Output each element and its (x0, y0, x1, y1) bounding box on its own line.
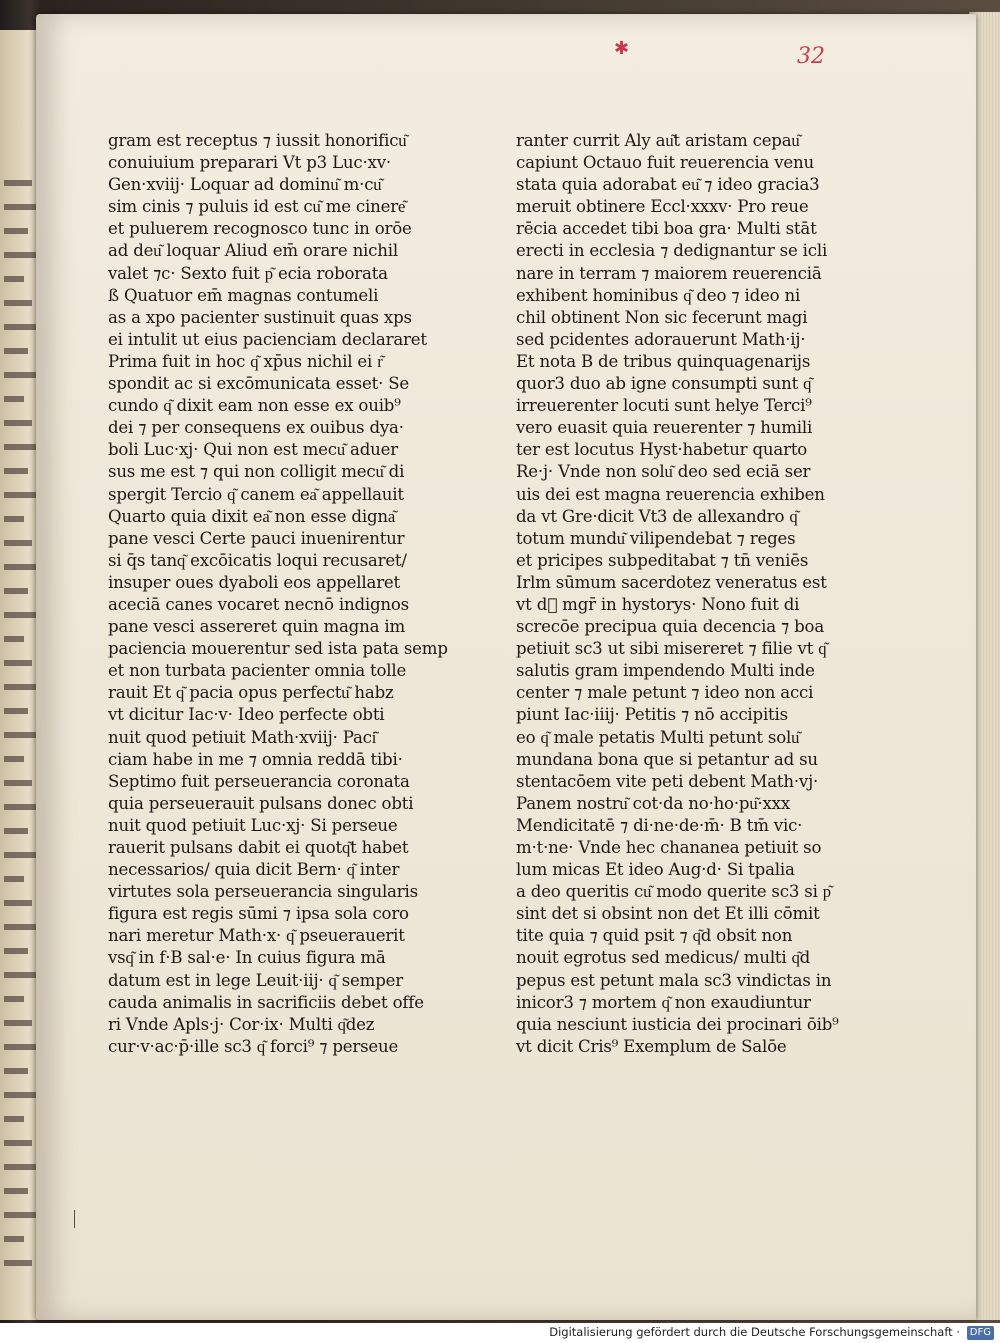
left-text-column (108, 130, 468, 1058)
text-line: figura est regis sūmi ⁊ ipsa sola coro (108, 904, 409, 924)
text-line: vt dicit Cris⁹ Exemplum de Salōe (516, 1036, 787, 1056)
text-line: stentacōem vite peti debent Math·vj· (516, 771, 819, 791)
text-line: nuit quod petiuit Luc·xj· Si perseue (108, 815, 398, 835)
text-line: cur·v·ac·p̄·ille sc3 q͂ forci⁹ ⁊ perseue (108, 1036, 399, 1056)
ghost-text-line (4, 684, 40, 690)
ghost-text-line (4, 252, 36, 258)
ghost-text-line (4, 780, 32, 786)
ghost-text-line (4, 348, 28, 354)
text-line: dei ⁊ per consequens ex ouibus dya· (108, 418, 404, 438)
text-line: pane vesci Certe pauci inuenirentur (108, 528, 405, 548)
ghost-text-line (4, 1116, 24, 1122)
text-line: sed pcidentes adorauerunt Math·ij· (516, 329, 806, 349)
ghost-text-line (4, 1092, 36, 1098)
text-line: tite quia ⁊ quid psit ⁊ q͂d obsit non (516, 926, 793, 946)
footer-credit: Digitalisierung gefördert durch die Deutsche Forschungsgemeinschaft · (549, 1325, 960, 1339)
text-line: Gen·xviij· Loquar ad dominu͂ m·cu͂ (108, 175, 382, 195)
ghost-text-line (4, 444, 40, 450)
text-line: rauit Et q͂ pacia opus perfectu͂ habz (108, 683, 394, 703)
text-line: capiunt Octauo fuit reuerencia venu (516, 153, 814, 173)
ghost-text-line (4, 1236, 24, 1242)
star-mark-icon: ✱ (614, 38, 630, 59)
text-line: sim cinis ⁊ puluis id est cu͂ me cinere͂ (108, 197, 406, 217)
text-line: virtutes sola perseuerancia singularis (108, 882, 418, 902)
text-line: quia perseuerauit pulsans donec obti (108, 793, 414, 813)
ghost-text-line (4, 420, 32, 426)
text-line: as a xpo pacienter sustinuit quas xps (108, 307, 412, 327)
text-line: eo q͂ male petatis Multi petunt solu͂ (516, 727, 800, 747)
ghost-text-line (4, 972, 36, 978)
text-line: spergit Tercio q͂ canem ea͂ appellauit (108, 484, 404, 504)
text-line: irreuerenter locuti sunt helye Terci⁹ (516, 396, 812, 416)
text-line: m·t·ne· Vnde hec chananea petiuit so (516, 838, 822, 857)
ghost-text-line (4, 1188, 28, 1194)
text-line: rēcia accedet tibi boa gra· Multi stāt (516, 219, 817, 239)
text-line: spondit ac si excōmunicata esset· Se (108, 374, 410, 394)
text-line: erecti in ecclesia ⁊ dedignantur se icli (516, 241, 828, 261)
text-line: meruit obtinere Eccl·xxxv· Pro reue (516, 197, 809, 217)
ghost-text-line (4, 876, 24, 882)
text-line: ranter currit Aly au͂t aristam cepau͂ (516, 131, 800, 150)
text-line: petiuit sc3 ut sibi misereret ⁊ filie vt q͂ (516, 639, 827, 659)
text-line: Quarto quia dixit ea͂ non esse digna͂ (108, 506, 396, 526)
folio-number: 32 (797, 44, 825, 69)
text-line: vt dicitur Iac·v· Ideo perfecte obti (108, 705, 385, 725)
text-line: si q̄s tanq͂ excōicatis loqui recusaret/ (108, 550, 407, 570)
text-line: et pricipes subpeditabat ⁊ tn̄ veniēs (516, 550, 809, 570)
ghost-text-line (4, 180, 32, 186)
ghost-text-line (4, 300, 32, 306)
text-line: aceciā canes vocaret necnō indignos (108, 594, 409, 614)
text-line: Panem nostru͂ cot·da no·ho·pu͂·xxx (516, 793, 790, 813)
text-line: screcōe precipua quia decencia ⁊ boa (516, 617, 825, 637)
text-line: totum mundu͂ vilipendebat ⁊ reges (516, 528, 796, 548)
text-line: boli Luc·xj· Qui non est mecu͂ aduer (108, 440, 398, 460)
text-line: insuper oues dyaboli eos appellaret (108, 572, 401, 592)
text-line: necessarios/ quia dicit Bern· q͂ inter (108, 860, 400, 880)
ghost-text-line (4, 1020, 32, 1026)
text-line: Prima fuit in hoc q͂ xp̄us nichil ei r͂ (108, 351, 383, 371)
text-line: quor3 duo ab igne consumpti sunt q͂ (516, 374, 812, 394)
text-line: exhibent hominibus q͂ deo ⁊ ideo ni (516, 285, 801, 305)
page-scratch-mark (74, 1210, 75, 1228)
ghost-text-line (4, 540, 32, 546)
ghost-text-line (4, 564, 40, 570)
text-line: cundo q͂ dixit eam non esse ex ouib⁹ (108, 396, 401, 416)
text-line: chil obtinent Non sic fecerunt magi (516, 307, 808, 327)
text-line: ri Vnde Apls·j· Cor·ix· Multi q͂dez (108, 1014, 375, 1034)
text-line: center ⁊ male petunt ⁊ ideo non acci (516, 683, 814, 703)
text-line: et puluerem recognosco tunc in orōe (108, 219, 412, 239)
text-line: piunt Iac·iiij· Petitis ⁊ nō accipitis (516, 705, 788, 725)
text-line: da vt Gre·dicit Vt3 de allexandro q͂ (516, 506, 798, 526)
text-line: ciam habe in me ⁊ omnia reddā tibi· (108, 749, 403, 769)
ghost-text-line (4, 492, 36, 498)
text-line: paciencia mouerentur sed ista pata semp (108, 639, 448, 659)
ghost-text-line (4, 324, 40, 330)
ghost-text-line (4, 228, 28, 234)
text-line: quia nesciunt iusticia dei procinari ōib⁹ (516, 1014, 839, 1034)
ghost-text-line (4, 1140, 32, 1146)
text-line: Et nota B de tribus quinquagenarijs (516, 351, 811, 371)
text-line: mundana bona que si petantur ad su (516, 749, 818, 769)
ghost-text-line (4, 852, 36, 858)
text-line: a deo queritis cu͂ modo querite sc3 si p͂ (516, 882, 831, 902)
text-line: uis dei est magna reuerencia exhiben (516, 484, 825, 504)
text-line: Mendicitatē ⁊ di·ne·de·m̄· B tm̄ vic· (516, 815, 803, 835)
ghost-text-line (4, 948, 28, 954)
ghost-text-line (4, 204, 40, 210)
ghost-text-line (4, 732, 36, 738)
ghost-text-line (4, 588, 28, 594)
ghost-text-line (4, 900, 32, 906)
text-line: Septimo fuit perseuerancia coronata (108, 771, 410, 791)
text-line: datum est in lege Leuit·iij· q͂ semper (108, 970, 403, 990)
text-line: et non turbata pacienter omnia tolle (108, 661, 407, 681)
ghost-text-line (4, 396, 24, 402)
text-line: pepus est petunt mala sc3 vindictas in (516, 970, 832, 990)
text-line: vero euasit quia reuerenter ⁊ humili (516, 418, 813, 438)
text-line: sint det si obsint non det Et illi cōmit (516, 904, 820, 924)
text-line: cauda animalis in sacrificiis debet offe (108, 992, 424, 1012)
ghost-text-line (4, 468, 28, 474)
text-line: rauerit pulsans dabit ei quotq͂t habet (108, 838, 409, 857)
ghost-text-line (4, 708, 28, 714)
ghost-text-line (4, 276, 24, 282)
text-line: pane vesci assereret quin magna im (108, 617, 406, 637)
text-line: conuiuium preparari Vt p3 Luc·xv· (108, 153, 391, 173)
text-line: inicor3 ⁊ mortem q͂ non exaudiuntur (516, 992, 811, 1012)
text-line: nare in terram ⁊ maiorem reuerenciā (516, 263, 822, 283)
text-line: salutis gram impendendo Multi inde (516, 661, 815, 681)
dfg-logo-icon: DFG (967, 1326, 994, 1340)
ghost-text-line (4, 612, 36, 618)
text-line: lum micas Et ideo Aug·d· Si tpalia (516, 860, 795, 880)
text-line: Irlm sūmum sacerdotez veneratus est (516, 572, 827, 592)
text-line: valet ⁊c· Sexto fuit p͂ ecia roborata (108, 263, 388, 283)
ghost-text-line (4, 636, 24, 642)
text-line: nouit egrotus sed medicus/ multi q͂d (516, 948, 811, 968)
text-line: sus me est ⁊ qui non colligit mecu͂ di (108, 462, 405, 482)
ghost-text-line (4, 996, 24, 1002)
text-line: gram est receptus ⁊ iussit honorificu͂ (108, 131, 407, 150)
text-line: ad deu͂ loquar Aliud em̄ orare nichil (108, 241, 398, 261)
ghost-text-line (4, 756, 24, 762)
text-line: vt d᷑ mgr̄ in hystorys· Nono fuit di (516, 594, 800, 614)
ghost-text-line (4, 1260, 32, 1266)
text-line: nuit quod petiuit Math·xviij· Paci͂ (108, 727, 377, 747)
text-line: nari meretur Math·x· q͂ pseuerauerit (108, 926, 405, 946)
text-line: ß Quatuor em̄ magnas contumeli (108, 285, 379, 305)
right-text-column (516, 130, 876, 1058)
ghost-text-line (4, 660, 32, 666)
text-line: vsq͂ in f·B sal·e· In cuius figura mā (108, 948, 386, 968)
ghost-text-line (4, 1212, 36, 1218)
ghost-text-line (4, 924, 40, 930)
ghost-text-line (4, 372, 36, 378)
footer-bar (0, 1323, 1000, 1343)
ghost-text-line (4, 1164, 40, 1170)
text-line: ei intulit ut eius pacienciam declararet (108, 329, 427, 349)
ghost-text-line (4, 828, 28, 834)
ghost-text-line (4, 1068, 28, 1074)
ghost-text-line (4, 804, 40, 810)
text-line: Re·j· Vnde non solu͂ deo sed eciā ser (516, 462, 811, 482)
ghost-text-line (4, 516, 24, 522)
text-line: ter est locutus Hyst·habetur quarto (516, 440, 808, 460)
ghost-text-line (4, 1044, 40, 1050)
text-line: stata quia adorabat eu͂ ⁊ ideo gracia3 (516, 175, 820, 195)
